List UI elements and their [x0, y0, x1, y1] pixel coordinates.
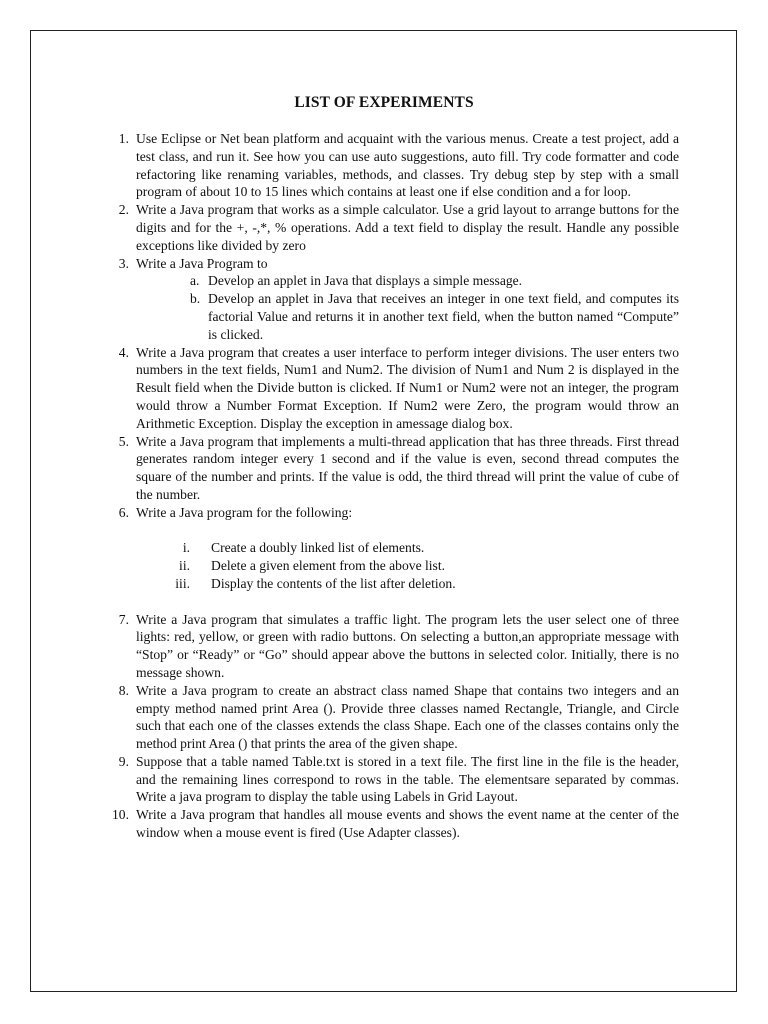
sub-item-marker: b.	[190, 291, 201, 307]
list-item	[105, 611, 679, 682]
list-item	[105, 753, 679, 806]
item-text: Write a Java program that implements a multi-thread application that has three threads. First thread generates random integer every 1 second and if the value is even, second thread computes the square of the number and prints. If the value is odd, the third thread will print the value of cube of the number.	[136, 433, 679, 502]
item-number: 6.	[118, 504, 129, 520]
item-number: 7.	[118, 611, 129, 627]
list-item	[105, 201, 679, 254]
item-text: Write a Java program for the following:	[136, 504, 353, 520]
item-number: 5.	[118, 433, 129, 449]
sub-item	[168, 290, 679, 343]
sub-item-marker: i.	[182, 540, 190, 556]
list-item	[105, 504, 679, 593]
sub-list	[136, 272, 679, 343]
item-text: Use Eclipse or Net bean platform and acquaint with the various menus. Create a test project, add a test class, and run it. See how you can use auto suggestions, auto fill. Try code formatter and code refactoring like renaming variables, methods, and classes. Try debug step by step with a small program of about 10 to 15 lines which contains at least one if else condition and a for loop.	[136, 131, 679, 200]
sub-item	[168, 272, 679, 290]
sub-item	[146, 539, 679, 557]
item-number: 2.	[118, 202, 129, 218]
list-item	[105, 344, 679, 433]
sub-item-text: Create a doubly linked list of elements.	[211, 540, 425, 556]
item-text: Write a Java program that simulates a traffic light. The program lets the user select one of three lights: red, yellow, or green with radio buttons. On selecting a button,an appropriate message with “Stop” or “Ready” or “Go” should appear above the buttons in selected color. Initially, there is no message shown.	[136, 611, 679, 680]
item-text: Write a Java program that creates a user interface to perform integer divisions. The user enters two numbers in the text fields, Num1 and Num2. The division of Num1 and Num 2 is displayed in the Result field when the Divide button is clicked. If Num1 or Num2 were not an integer, the program would throw a Number Format Exception. If Num2 were Zero, the program would throw an Arithmetic Exception. Display the exception in amessage dialog box.	[136, 344, 679, 431]
item-text: Write a Java program that handles all mouse events and shows the event name at the center of the window when a mouse event is fired (Use Adapter classes).	[136, 807, 679, 841]
item-number: 8.	[118, 682, 129, 698]
sub-item-text: Develop an applet in Java that displays a simple message.	[208, 273, 523, 289]
item-text: Write a Java program that works as a simple calculator. Use a grid layout to arrange buttons for the digits and for the +, -,*, % operations. Add a text field to display the result. Handle any possible exceptions like divided by zero	[136, 202, 679, 253]
list-item	[105, 130, 679, 201]
page-title: LIST OF EXPERIMENTS	[294, 94, 474, 111]
item-text: Write a Java program to create an abstract class named Shape that contains two integers and an empty method named print Area (). Provide three classes named Rectangle, Triangle, and Circle such that each one of the classes extends the class Shape. Each one of the classes contains only the method print Area () that prints the area of the given shape.	[136, 682, 679, 752]
experiments-list	[105, 130, 679, 842]
item-text: Write a Java Program to	[136, 255, 268, 271]
sub-item	[146, 575, 679, 593]
list-item	[105, 255, 679, 344]
item-number: 9.	[118, 753, 129, 769]
list-item	[105, 682, 679, 753]
sub-item-marker: ii.	[179, 558, 190, 574]
sub-item-marker: iii.	[175, 575, 190, 591]
item-number: 3.	[118, 255, 129, 271]
list-item	[105, 433, 679, 504]
item-number: 10.	[112, 807, 129, 823]
list-item	[105, 806, 679, 842]
sub-item-text: Delete a given element from the above list.	[211, 558, 446, 574]
sub-list	[136, 539, 679, 592]
item-number: 1.	[118, 131, 129, 146]
sub-item-text: Display the contents of the list after deletion.	[211, 575, 456, 591]
sub-item-marker: a.	[190, 273, 200, 289]
sub-item	[146, 557, 679, 575]
item-number: 4.	[118, 344, 129, 360]
sub-item-text: Develop an applet in Java that receives an integer in one text field, and computes its factorial Value and returns it in another text field, when the button named “Compute” is clicked.	[208, 291, 679, 342]
item-text: Suppose that a table named Table.txt is stored in a text file. The first line in the file is the header, and the remaining lines correspond to rows in the table. The elementsare separated by commas. Write a java program to display the table using Labels in Grid Layout.	[136, 753, 679, 805]
